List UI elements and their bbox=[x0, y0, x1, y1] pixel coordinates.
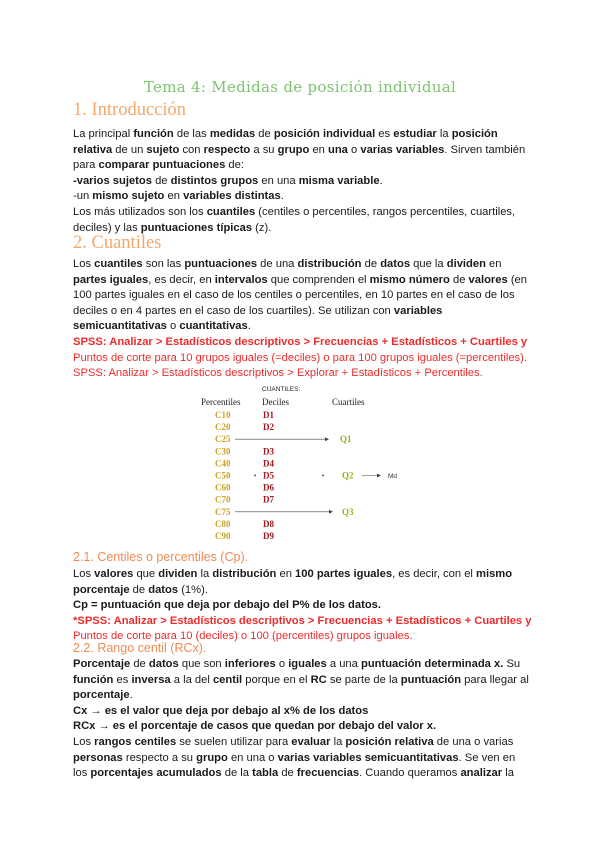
bold-term: distribución bbox=[212, 568, 277, 580]
bold-term: valores bbox=[468, 273, 508, 286]
col-deciles: Deciles bbox=[262, 397, 289, 407]
text-line bbox=[73, 273, 533, 289]
text-span: o bbox=[166, 320, 180, 333]
bold-term: puntuación determinada x. bbox=[360, 658, 504, 670]
bold-term: porcentajes acumulados bbox=[90, 767, 222, 780]
bold-term: variables bbox=[393, 304, 443, 317]
text-line bbox=[73, 657, 533, 673]
text-span: que la bbox=[410, 258, 447, 270]
bold-term: datos bbox=[380, 258, 411, 270]
text-span: . Cuando queramos bbox=[359, 767, 461, 780]
bold-term: frecuencias bbox=[296, 767, 360, 780]
bold-term: estudiar bbox=[393, 128, 437, 140]
bold-term: respecto bbox=[203, 143, 251, 156]
text-line bbox=[73, 688, 533, 704]
bold-term: Cp = puntuación que deja por debajo del P% de los datos. bbox=[73, 599, 382, 612]
text-span: Los más utilizados son los bbox=[73, 205, 207, 218]
bold-term: RCx → es el porcentaje de casos que quedan por debajo del valor x. bbox=[73, 720, 437, 733]
text-span: (1%). bbox=[178, 583, 208, 596]
bold-term: rangos centiles bbox=[94, 735, 177, 748]
decile-label: D1 bbox=[263, 410, 274, 420]
text-line bbox=[73, 673, 533, 689]
text-line bbox=[73, 335, 533, 351]
percentile-label: C20 bbox=[215, 422, 231, 433]
text-span: , es decir, en bbox=[148, 273, 215, 286]
text-span: es bbox=[113, 673, 132, 686]
text-span: en una bbox=[258, 174, 299, 187]
text-span: son las bbox=[142, 258, 185, 270]
text-span: es bbox=[375, 128, 394, 140]
text-span: o bbox=[275, 658, 289, 670]
text-span: a su bbox=[250, 143, 278, 156]
text-span: que comprenden el bbox=[267, 273, 370, 286]
percentile-label: C30 bbox=[215, 446, 231, 457]
text-span: . bbox=[379, 174, 383, 187]
cuantiles-paragraph bbox=[73, 257, 533, 382]
text-span: para llegar al bbox=[461, 673, 529, 686]
page-title: Tema 4: Medidas de posición individual bbox=[143, 78, 457, 96]
text-span: con bbox=[179, 143, 204, 156]
col-percentiles: Percentiles bbox=[201, 397, 241, 407]
quartile-q3: Q3 bbox=[342, 506, 354, 517]
rango-paragraph bbox=[73, 657, 533, 782]
heading-cuantiles: 2. Cuantiles bbox=[73, 233, 162, 253]
text-span: . bbox=[129, 689, 133, 702]
bold-term: posición bbox=[451, 128, 498, 140]
text-span: los bbox=[73, 767, 91, 780]
bold-term: cuantiles bbox=[206, 205, 256, 218]
text-span: de bbox=[255, 128, 274, 140]
percentile-label: C10 bbox=[215, 410, 231, 420]
bold-term: evaluar bbox=[291, 735, 331, 748]
text-span: de bbox=[129, 583, 149, 596]
text-span: deciles) y las bbox=[73, 221, 141, 234]
bold-term: Cx → es el valor que deja por debajo al x% de los datos bbox=[73, 704, 369, 717]
text-span: , es decir, con el bbox=[392, 568, 477, 580]
text-line bbox=[73, 567, 533, 583]
decile-label: D4 bbox=[263, 458, 274, 469]
decile-label: D3 bbox=[263, 446, 274, 457]
text-span: en bbox=[276, 568, 296, 580]
bold-term: intervalos bbox=[214, 273, 268, 286]
percentile-label: C40 bbox=[215, 458, 231, 469]
bold-term: centil bbox=[212, 673, 243, 686]
text-line bbox=[73, 174, 533, 190]
percentile-label: C60 bbox=[215, 482, 231, 493]
bold-term: porcentaje bbox=[73, 583, 130, 596]
text-line bbox=[73, 751, 533, 767]
text-span: de un bbox=[112, 143, 147, 156]
text-span: porque en el bbox=[242, 673, 311, 686]
text-line bbox=[73, 704, 533, 720]
text-span: de bbox=[361, 258, 381, 270]
text-span: Los bbox=[73, 258, 95, 270]
decile-label: D5 bbox=[263, 470, 274, 481]
text-span: en bbox=[164, 190, 184, 203]
text-span: La principal bbox=[73, 128, 134, 140]
text-span: de bbox=[278, 767, 297, 780]
bold-term: mismo sujeto bbox=[92, 190, 165, 203]
text-span: Los bbox=[73, 568, 95, 580]
bold-term: tabla bbox=[252, 767, 279, 780]
bold-term: puntuaciones típicas bbox=[140, 221, 253, 234]
arrow-icon bbox=[329, 510, 333, 514]
text-span: de la bbox=[221, 767, 253, 780]
arrow-icon bbox=[377, 474, 381, 478]
heading-introduccion: 1. Introducción bbox=[73, 100, 187, 120]
bold-term: distribución bbox=[297, 258, 362, 270]
bold-term: *SPSS: Analizar > Estadísticos descriptivos > Frecuencias + Estadísticos + Cuartiles y bbox=[73, 614, 532, 627]
bold-term: partes iguales bbox=[73, 273, 149, 286]
text-span: Puntos de corte para 10 (deciles) o 100 (percentiles) grupos iguales. bbox=[73, 630, 413, 643]
text-span: (en bbox=[507, 273, 527, 286]
col-cuartiles: Cuartiles bbox=[332, 397, 365, 407]
text-span: de una o varias bbox=[433, 735, 514, 748]
text-span: la bbox=[502, 767, 514, 780]
text-span: la bbox=[436, 128, 452, 140]
text-line bbox=[73, 719, 533, 735]
text-span: en una o bbox=[227, 751, 278, 764]
bold-term: comparar puntuaciones bbox=[98, 159, 226, 172]
text-span: respecto a su bbox=[122, 751, 197, 764]
bold-term: valores bbox=[94, 568, 134, 580]
text-line bbox=[73, 189, 533, 205]
text-span: . bbox=[280, 190, 284, 203]
text-span: la bbox=[330, 735, 346, 748]
bold-term: sujeto bbox=[146, 143, 180, 156]
percentile-label: C80 bbox=[215, 518, 231, 529]
text-span: a la del bbox=[170, 673, 213, 686]
bold-term: Porcentaje bbox=[73, 658, 131, 670]
decile-label: D6 bbox=[263, 482, 274, 493]
text-line bbox=[73, 351, 533, 367]
text-span: deciles o en 4 partes en el caso de los cuartiles). Se utilizan con bbox=[73, 304, 394, 317]
bold-term: personas bbox=[73, 751, 123, 764]
text-span: que bbox=[133, 568, 159, 580]
percentile-label: C50 bbox=[215, 470, 231, 481]
dot-marker bbox=[254, 475, 256, 477]
text-span: que son bbox=[178, 658, 225, 670]
bold-term: posición individual bbox=[273, 128, 376, 140]
bold-term: inferiores bbox=[224, 658, 276, 670]
median-label: Md bbox=[388, 473, 398, 480]
bold-term: datos bbox=[148, 658, 179, 670]
bold-term: una bbox=[328, 143, 348, 156]
bold-term: cuantiles bbox=[94, 258, 143, 270]
text-span: . Sirven también bbox=[444, 143, 526, 156]
text-span: en bbox=[309, 143, 329, 156]
cuantiles-diagram bbox=[195, 382, 415, 542]
text-line bbox=[73, 598, 533, 614]
text-line bbox=[73, 766, 533, 782]
text-span: Los bbox=[73, 735, 95, 748]
text-line bbox=[73, 583, 533, 599]
text-line bbox=[73, 158, 533, 174]
bold-term: grupo bbox=[277, 143, 310, 156]
text-span: (centiles o percentiles, rangos percentiles, cuartiles, bbox=[255, 205, 516, 218]
text-line bbox=[73, 288, 533, 304]
text-line bbox=[73, 319, 533, 335]
intro-paragraph bbox=[73, 127, 533, 236]
bold-term: variables distintas bbox=[183, 190, 281, 203]
text-span: SPSS: Analizar > Estadísticos descriptivos > Explorar + Estadísticos + Percentiles. bbox=[73, 367, 483, 380]
text-span: de bbox=[151, 174, 171, 187]
arrow-icon bbox=[325, 437, 329, 441]
bold-term: datos bbox=[148, 583, 179, 596]
text-line bbox=[73, 257, 533, 273]
bold-term: relativa bbox=[73, 143, 113, 156]
text-span: de una bbox=[257, 258, 298, 270]
text-span: Su bbox=[503, 658, 521, 670]
decile-label: D9 bbox=[263, 531, 274, 541]
bold-term: posición relativa bbox=[345, 735, 434, 748]
bold-term: medidas bbox=[209, 128, 256, 140]
bold-term: -varios sujetos bbox=[73, 174, 152, 187]
bold-term: distintos grupos bbox=[170, 174, 259, 187]
bold-term: 100 partes iguales bbox=[295, 568, 393, 580]
decile-label: D7 bbox=[263, 494, 274, 505]
bold-term: dividen bbox=[158, 568, 198, 580]
bold-term: porcentaje bbox=[73, 689, 130, 702]
bold-term: cuantitativas bbox=[179, 320, 248, 333]
text-span: de bbox=[449, 273, 469, 286]
centiles-paragraph bbox=[73, 567, 533, 645]
heading-rango-centil: 2.2. Rango centil (RCx). bbox=[73, 641, 207, 655]
text-span: 100 partes iguales en el caso de los centiles o percentiles, en 10 partes en el caso de los bbox=[73, 289, 515, 302]
bold-term: puntuaciones bbox=[184, 258, 258, 270]
bold-term: iguales bbox=[288, 658, 327, 670]
decile-label: D8 bbox=[263, 518, 274, 529]
bold-term: analizar bbox=[460, 767, 503, 780]
percentile-label: C25 bbox=[215, 434, 231, 445]
text-span: o bbox=[347, 143, 361, 156]
percentile-label: C70 bbox=[215, 494, 231, 505]
bold-term: RC bbox=[310, 673, 327, 686]
bold-term: varias variables bbox=[360, 143, 445, 156]
bold-term: mismo bbox=[476, 568, 513, 580]
text-span: . Se ven en bbox=[458, 751, 516, 764]
text-span: la bbox=[197, 568, 213, 580]
bold-term: puntuación bbox=[400, 673, 462, 686]
text-span: a una bbox=[326, 658, 361, 670]
bold-term: semicuantitativas bbox=[73, 320, 167, 333]
heading-centiles: 2.1. Centiles o percentiles (Cp). bbox=[73, 550, 249, 564]
text-span: (z). bbox=[252, 221, 272, 234]
text-line bbox=[73, 143, 533, 159]
text-span: se suelen utilizar para bbox=[176, 735, 292, 748]
quartile-q2: Q2 bbox=[342, 470, 354, 481]
bold-term: inversa bbox=[131, 673, 171, 686]
percentile-label: C75 bbox=[215, 506, 231, 517]
bold-term: dividen bbox=[446, 258, 486, 270]
text-span: . bbox=[247, 320, 251, 333]
dot-marker bbox=[322, 475, 324, 477]
text-span: de bbox=[130, 658, 149, 670]
text-span: se parte de la bbox=[326, 673, 401, 686]
text-line bbox=[73, 304, 533, 320]
text-span: de las bbox=[173, 128, 210, 140]
diagram-header: CUANTILES: bbox=[262, 386, 301, 393]
text-line bbox=[73, 614, 533, 630]
bold-term: mismo número bbox=[369, 273, 450, 286]
bold-term: misma variable bbox=[298, 174, 380, 187]
text-span: en bbox=[485, 258, 502, 270]
text-span: para bbox=[73, 159, 99, 172]
decile-label: D2 bbox=[263, 422, 274, 433]
bold-term: SPSS: Analizar > Estadísticos descriptivos > Frecuencias + Estadísticos + Cuartiles y bbox=[73, 335, 528, 348]
bold-term: función bbox=[133, 128, 174, 140]
bold-term: grupo bbox=[196, 751, 228, 764]
text-span: de: bbox=[225, 159, 244, 172]
percentile-label: C90 bbox=[215, 531, 231, 541]
bold-term: varias variables semicuantitativas bbox=[277, 751, 459, 764]
text-line bbox=[73, 366, 533, 382]
text-span: -un bbox=[73, 190, 93, 203]
text-line bbox=[73, 205, 533, 221]
quartile-q1: Q1 bbox=[340, 434, 352, 445]
bold-term: función bbox=[73, 673, 114, 686]
text-line bbox=[73, 735, 533, 751]
text-line bbox=[73, 127, 533, 143]
text-span: Puntos de corte para 10 grupos iguales (=deciles) o para 100 grupos iguales (=percentiles). bbox=[73, 351, 527, 364]
